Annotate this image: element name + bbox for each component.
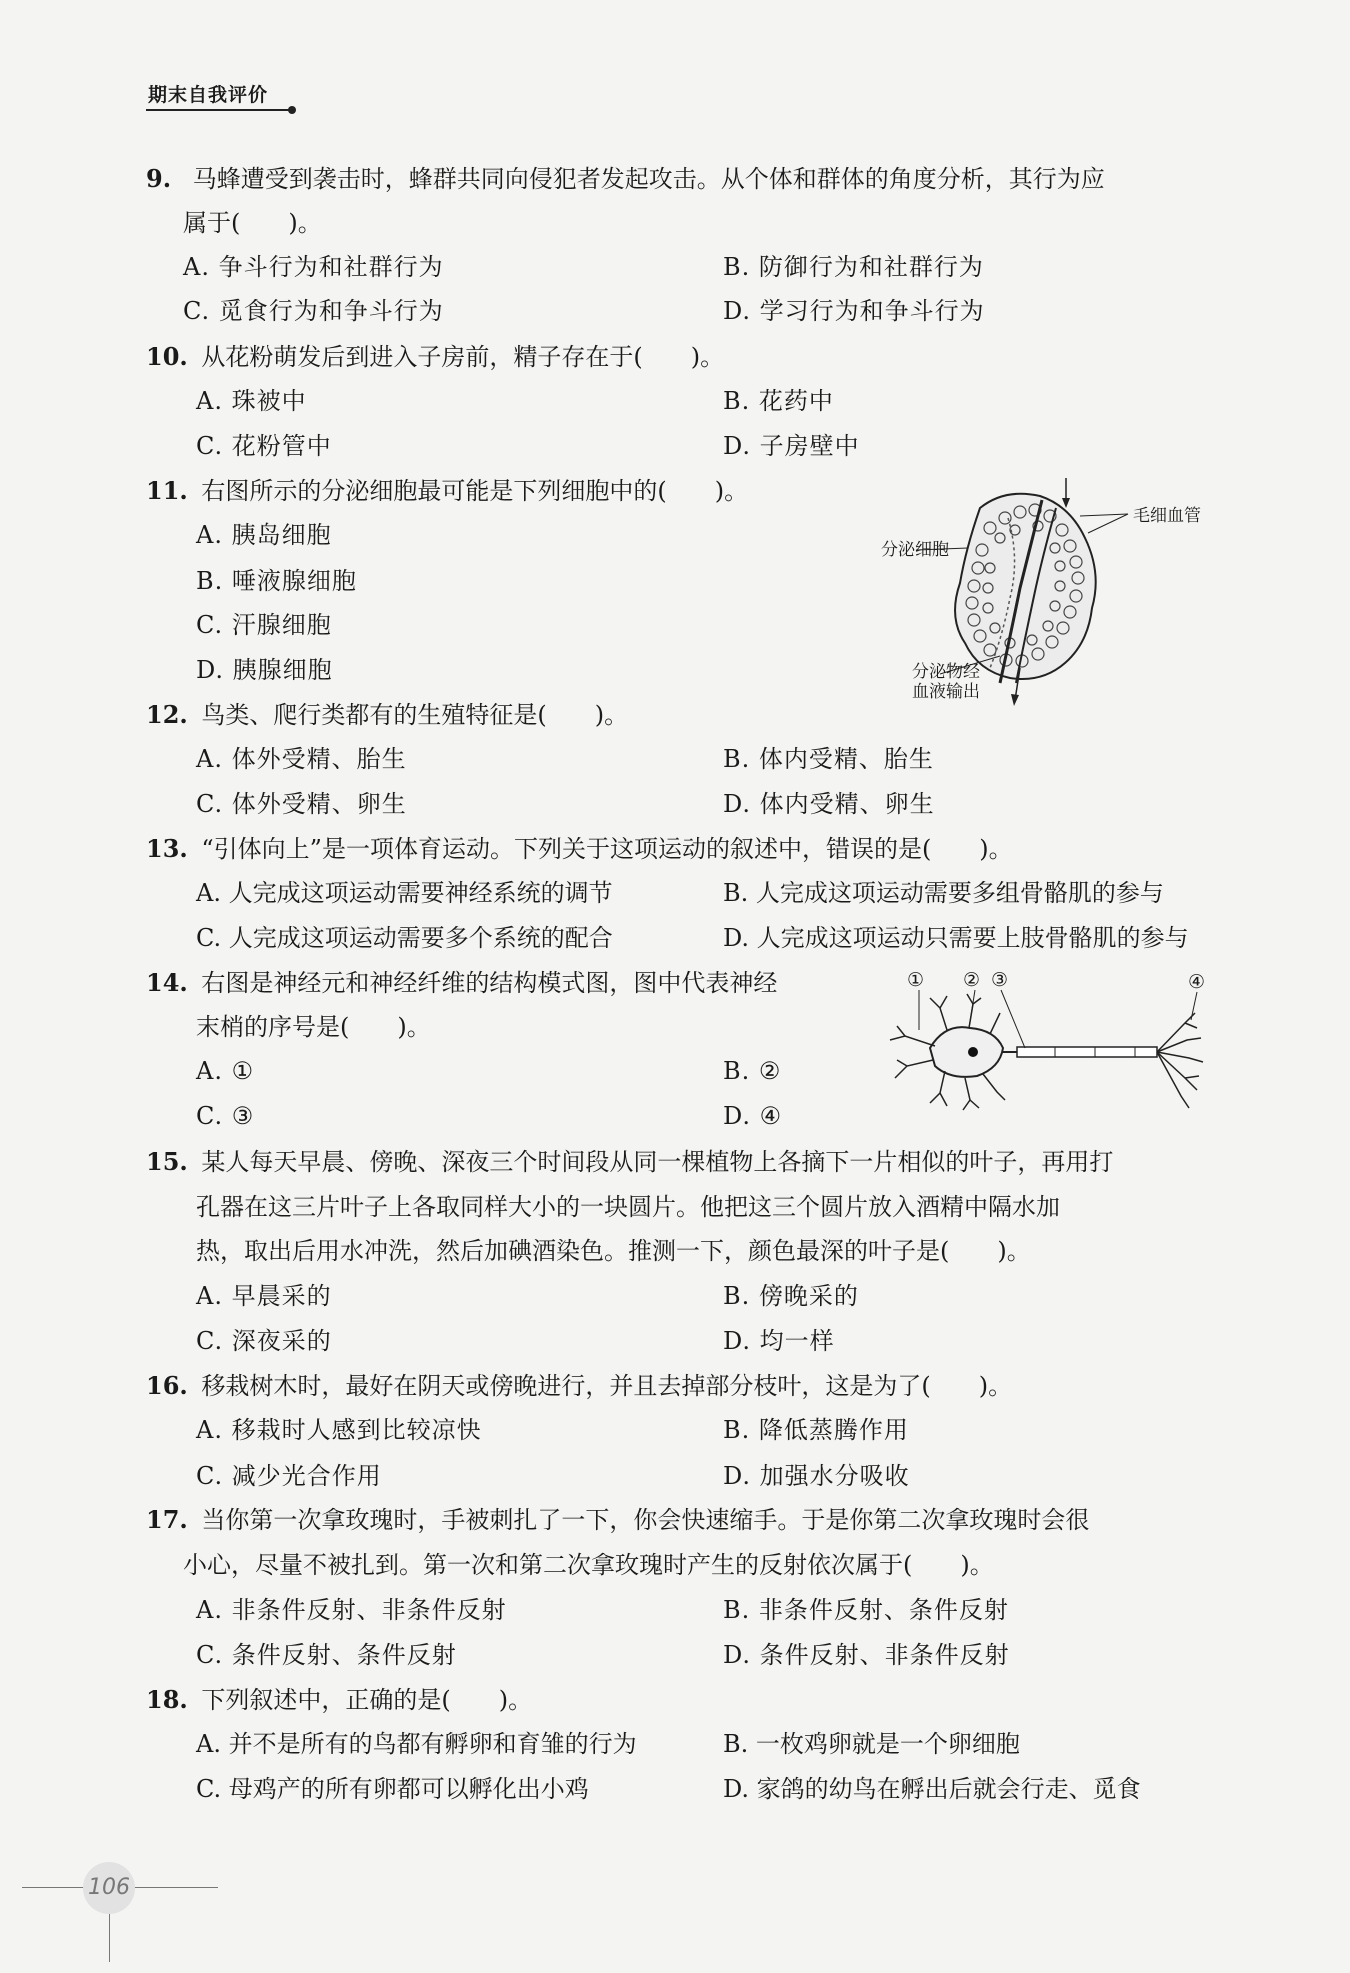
option-a: A. 移栽时人感到比较凉快: [196, 1416, 482, 1444]
option-b: B. 一枚鸡卵就是一个卵细胞: [723, 1730, 1020, 1758]
option-a: A. 人完成这项运动需要神经系统的调节: [196, 879, 613, 907]
question-text: 右图所示的分泌细胞最可能是下列细胞中的( )。: [201, 477, 749, 505]
option-d: D. 加强水分吸收: [723, 1462, 910, 1490]
option-c: C. ③: [196, 1102, 255, 1130]
section-header: 期末自我评价: [148, 84, 269, 106]
option-b: B. 人完成这项运动需要多组骨骼肌的参与: [723, 879, 1164, 907]
page-number: 106: [83, 1862, 135, 1914]
option-d: D. 家鸽的幼鸟在孵出后就会行走、觅食: [723, 1775, 1141, 1803]
option-d: D. 条件反射、非条件反射: [723, 1641, 1010, 1669]
question-text: 鸟类、爬行类都有的生殖特征是( )。: [201, 701, 629, 729]
option-d: D. ④: [723, 1102, 783, 1130]
figure-mark-4: ④: [1188, 971, 1206, 993]
option-d: D. 均一样: [723, 1327, 835, 1355]
question-number: 15.: [146, 1147, 188, 1176]
figure-label-output: 血液输出: [912, 682, 980, 702]
figure-mark-3: ③: [991, 969, 1009, 991]
question-number: 18.: [146, 1685, 188, 1714]
figure-mark-1: ①: [907, 969, 925, 991]
option-a: A. 争斗行为和社群行为: [183, 253, 444, 281]
question-14: [146, 968, 777, 998]
header-underline: [146, 109, 292, 111]
question-number: 16.: [146, 1371, 188, 1400]
question-18: [146, 1685, 532, 1715]
question-11: [146, 476, 748, 506]
option-b: B. 防御行为和社群行为: [723, 253, 984, 281]
figure-label-capillary: 毛细血管: [1133, 506, 1201, 526]
option-b: B. 花药中: [723, 387, 834, 415]
option-c: C. 条件反射、条件反射: [196, 1641, 457, 1669]
question-text: 下列叙述中，正确的是( )。: [201, 1686, 533, 1714]
question-17: [146, 1505, 1089, 1535]
option-a: A. 非条件反射、非条件反射: [196, 1596, 507, 1624]
option-c: C. 汗腺细胞: [196, 611, 332, 639]
figure-mark-2: ②: [963, 969, 981, 991]
question-text-continued: 末梢的序号是( )。: [196, 1013, 431, 1041]
header-dot: [288, 106, 296, 114]
option-a: A. 早晨采的: [196, 1282, 332, 1310]
question-number: 13.: [146, 834, 188, 863]
option-a: A. ①: [196, 1057, 255, 1085]
option-d: D. 子房壁中: [723, 432, 860, 460]
question-text: 从花粉萌发后到进入子房前，精子存在于( )。: [201, 343, 725, 371]
option-b: B. 降低蒸腾作用: [723, 1416, 909, 1444]
page-number-rule: [134, 1887, 218, 1888]
question-number: 10.: [146, 342, 188, 371]
question-number: 14.: [146, 968, 188, 997]
question-text-continued: 属于( )。: [183, 209, 322, 237]
question-text: 某人每天早晨、傍晚、深夜三个时间段从同一棵植物上各摘下一片相似的叶子，再用打: [201, 1148, 1114, 1176]
page-number-rule: [109, 1912, 110, 1962]
option-c: C. 体外受精、卵生: [196, 790, 407, 818]
option-c: C. 减少光合作用: [196, 1462, 382, 1490]
option-d: D. 人完成这项运动只需要上肢骨骼肌的参与: [723, 924, 1189, 952]
question-15: [146, 1147, 1113, 1177]
question-number: 11.: [146, 476, 188, 505]
question-9: [146, 164, 1105, 194]
question-10: [146, 342, 724, 372]
option-a: A. 体外受精、胎生: [196, 745, 407, 773]
question-text: 当你第一次拿玫瑰时，手被刺扎了一下，你会快速缩手。于是你第二次拿玫瑰时会很: [201, 1506, 1090, 1534]
page-number-rule: [22, 1887, 86, 1888]
option-d: D. 学习行为和争斗行为: [723, 297, 985, 325]
option-c: C. 母鸡产的所有卵都可以孵化出小鸡: [196, 1775, 589, 1803]
figure-label-secretory-cell: 分泌细胞: [881, 540, 949, 560]
option-c: C. 深夜采的: [196, 1327, 332, 1355]
question-text-continued: 孔器在这三片叶子上各取同样大小的一块圆片。他把这三个圆片放入酒精中隔水加: [196, 1193, 1060, 1221]
question-16: [146, 1371, 1012, 1401]
question-text: “引体向上”是一项体育运动。下列关于这项运动的叙述中，错误的是( )。: [201, 835, 1013, 863]
option-a: A. 并不是所有的鸟都有孵卵和育雏的行为: [196, 1730, 637, 1758]
option-d: D. 体内受精、卵生: [723, 790, 935, 818]
question-text: 右图是神经元和神经纤维的结构模式图，图中代表神经: [201, 969, 778, 997]
option-b: B. ②: [723, 1057, 782, 1085]
neuron-figure: [885, 968, 1215, 1118]
question-number: 9.: [146, 164, 172, 193]
question-text-continued: 热，取出后用水冲洗，然后加碘酒染色。推测一下，颜色最深的叶子是( )。: [196, 1237, 1031, 1265]
option-c: C. 花粉管中: [196, 432, 332, 460]
option-d: D. 胰腺细胞: [196, 656, 333, 684]
option-a: A. 胰岛细胞: [196, 521, 332, 549]
option-b: B. 体内受精、胎生: [723, 745, 934, 773]
option-c: C. 觅食行为和争斗行为: [183, 297, 444, 325]
question-text: 马蜂遭受到袭击时，蜂群共同向侵犯者发起攻击。从个体和群体的角度分析，其行为应: [192, 165, 1105, 193]
option-a: A. 珠被中: [196, 387, 307, 415]
option-c: C. 人完成这项运动需要多个系统的配合: [196, 924, 613, 952]
option-b: B. 傍晚采的: [723, 1282, 859, 1310]
question-number: 12.: [146, 700, 188, 729]
question-13: [146, 834, 1013, 864]
question-text-continued: 小心，尽量不被扎到。第一次和第二次拿玫瑰时产生的反射依次属于( )。: [183, 1551, 994, 1579]
question-number: 17.: [146, 1505, 188, 1534]
option-b: B. 唾液腺细胞: [196, 567, 357, 595]
question-text: 移栽树木时，最好在阴天或傍晚进行，并且去掉部分枝叶，这是为了( )。: [201, 1372, 1013, 1400]
question-12: [146, 700, 628, 730]
figure-label-output: 分泌物经: [912, 662, 980, 682]
option-b: B. 非条件反射、条件反射: [723, 1596, 1009, 1624]
